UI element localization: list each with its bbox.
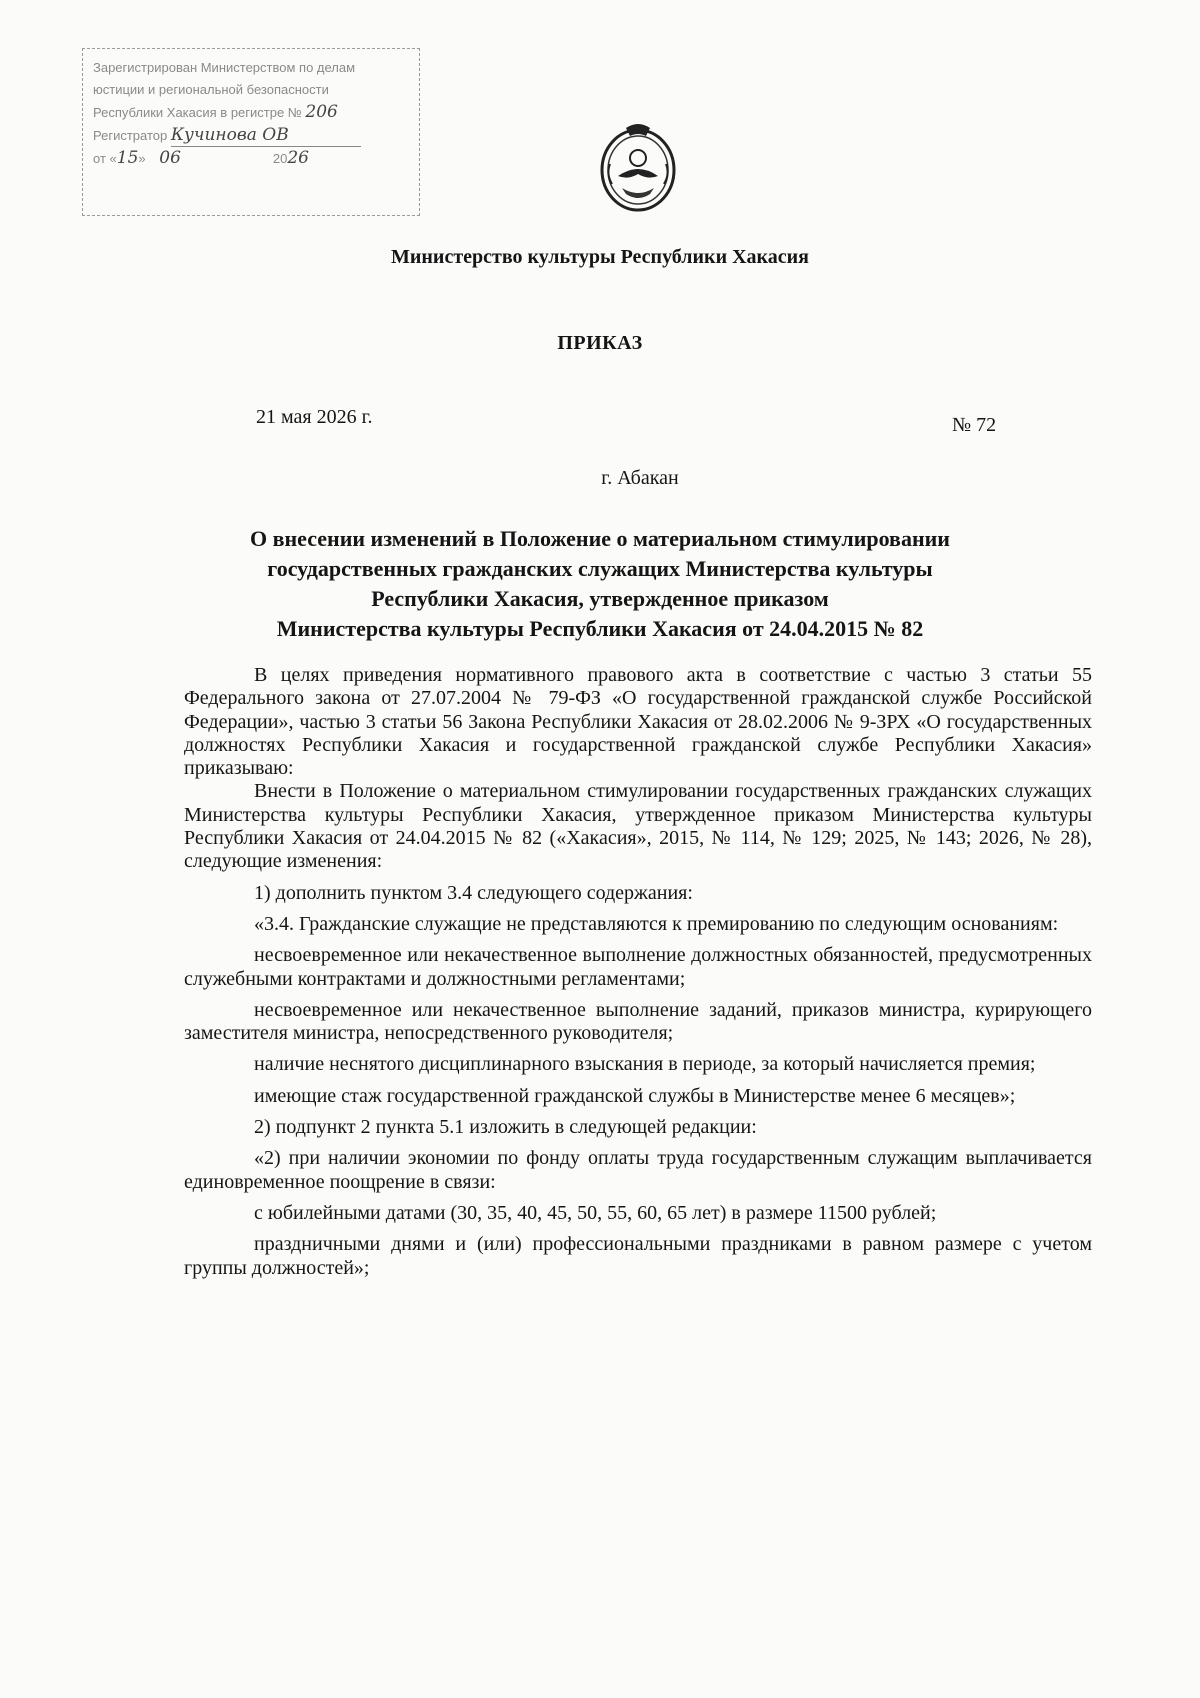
stamp-date-sep: » xyxy=(138,151,146,166)
order-subject xyxy=(0,524,1200,644)
order-city: г. Абакан xyxy=(601,467,679,489)
stamp-line-5 xyxy=(93,147,409,170)
stamp-line-1: Зарегистрирован Министерством по делам xyxy=(93,60,356,75)
stamp-date-day: 15 xyxy=(116,148,139,168)
paragraph-anniversary: с юбилейными датами (30, 35, 40, 45, 50, 55, 60, 65 лет) в размере 11500 рублей; xyxy=(254,1201,937,1224)
order-date: 21 мая 2026 г. xyxy=(256,406,373,428)
stamp-register-label: Республики Хакасия в регистре № xyxy=(93,105,302,120)
stamp-year-prefix: 20 xyxy=(272,151,288,166)
paragraph-basis-4: имеющие стаж государственной гражданской службы в Министерстве менее 6 месяцев»; xyxy=(254,1084,1016,1107)
paragraph-item-1: 1) дополнить пунктом 3.4 следующего содержания: xyxy=(254,881,693,904)
document-title: ПРИКАЗ xyxy=(557,332,643,354)
stamp-date-prefix: от « xyxy=(93,151,117,166)
paragraph-item-2: 2) подпункт 2 пункта 5.1 изложить в следующей редакции: xyxy=(254,1116,757,1139)
subject-line-4: Министерства культуры Республики Хакасия от 24.04.2015 № 82 xyxy=(276,616,924,641)
coat-of-arms-icon xyxy=(596,118,680,214)
paragraph-clause-3-4: «3.4. Гражданские служащие не представляются к премированию по следующим основаниям: xyxy=(254,912,1059,935)
registration-stamp xyxy=(82,48,420,216)
subject-line-1: О внесении изменений в Положение о материальном стимулировании xyxy=(250,526,950,551)
paragraph-preamble: В целях приведения нормативного правового акта в соответствие с частью 3 статьи 55 Федерального закона от 27.07.2004 № 79-ФЗ «О государственной гражданской службе Российской Федерации», частью 3 статьи 56 Закона Республики Хакасия от 28.02.2006 № 9-ЗРХ «О государственных должностях Республики Хакасия и государственной гражданской службе Республики Хакасия» приказываю: xyxy=(184,664,1092,780)
ministry-name: Министерство культуры Республики Хакасия xyxy=(391,246,809,268)
paragraph-clause-5-1-2: «2) при наличии экономии по фонду оплаты труда государственным служащим выплачивается единовременное поощрение в связи: xyxy=(184,1147,1092,1193)
registrar-signature: Кучинова ОВ xyxy=(171,124,361,147)
stamp-register-number: 206 xyxy=(305,102,338,122)
paragraph-basis-1: несвоевременное или некачественное выполнение должностных обязанностей, предусмотренных служебными контрактами и должностными регламентами; xyxy=(184,944,1092,990)
subject-line-3: Республики Хакасия, утвержденное приказом xyxy=(371,586,829,611)
stamp-date-month: 06 xyxy=(159,148,181,168)
paragraph-holidays: праздничными днями и (или) профессиональными праздниками в равном размере с учетом группы должностей»; xyxy=(184,1233,1092,1279)
stamp-line-2: юстиции и региональной безопасности xyxy=(93,82,329,97)
stamp-line-4 xyxy=(93,124,409,147)
stamp-registrar-label: Регистратор xyxy=(93,128,168,143)
paragraph-basis-3: наличие неснятого дисциплинарного взыскания в периоде, за который начисляется премия; xyxy=(254,1053,1036,1076)
order-number: № 72 xyxy=(952,414,997,436)
order-body xyxy=(184,664,1092,1280)
paragraph-basis-2: несвоевременное или некачественное выполнение заданий, приказов министра, курирующего заместителя министра, непосредственного руководителя; xyxy=(184,998,1092,1045)
stamp-line-3 xyxy=(93,101,409,124)
stamp-year-suffix: 26 xyxy=(287,148,309,168)
subject-line-2: государственных гражданских служащих Министерства культуры xyxy=(267,556,933,581)
paragraph-amendment: Внести в Положение о материальном стимулировании государственных гражданских служащих Министерства культуры Республики Хакасия, утвержденное приказом Министерства культуры Республики Хакасия от 24.04.2015 № 82 («Хакасия», 2015, № 114, № 129; 2025, № 143; 2026, № 28), следующие изменения: xyxy=(184,780,1092,873)
